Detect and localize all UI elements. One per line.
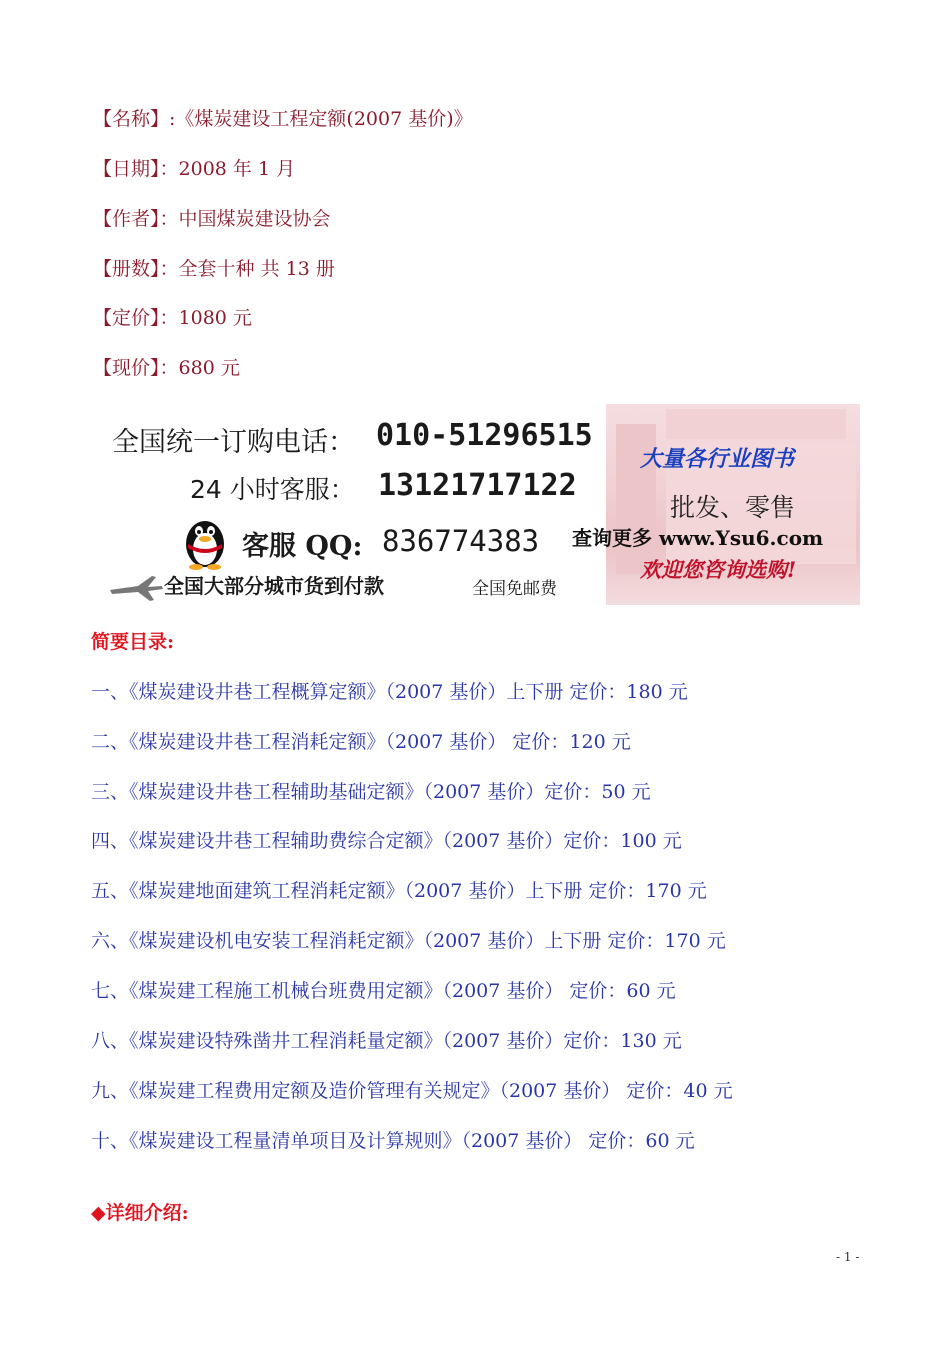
- meta-sep: ：: [159, 357, 179, 379]
- meta-sep: :: [169, 108, 176, 130]
- toc-item: 五、《煤炭建地面建筑工程消耗定额》（2007 基价）上下册 定价：170 元: [91, 880, 707, 902]
- meta-value: 2008 年 1 月: [178, 158, 296, 180]
- meta-label: 【名称】: [93, 108, 170, 130]
- cash-on-delivery: 全国大部分城市货到付款: [164, 574, 384, 598]
- toc-item: 八、《煤炭建设特殊凿井工程消耗量定额》（2007 基价）定价：130 元: [91, 1030, 682, 1052]
- service-label: 24 小时客服：: [190, 475, 355, 504]
- toc-item: 六、《煤炭建设机电安装工程消耗定额》（2007 基价）上下册 定价：170 元: [91, 930, 726, 952]
- toc-item: 三、《煤炭建设井巷工程辅助基础定额》（2007 基价）定价：50 元: [91, 781, 651, 803]
- service-number: 13121717122: [378, 468, 577, 503]
- meta-value: 《煤炭建设工程定额(2007 基价)》: [175, 108, 473, 130]
- qq-label: 客服 QQ:: [242, 531, 363, 562]
- meta-sep: ：: [159, 158, 179, 180]
- more-website[interactable]: 查询更多 www.Ysu6.com: [572, 526, 824, 550]
- meta-name: [93, 104, 473, 131]
- meta-author: [93, 204, 331, 231]
- meta-value: 中国煤炭建设协会: [178, 208, 331, 230]
- toc-item: 十、《煤炭建设工程量清单项目及计算规则》（2007 基价） 定价：60 元: [91, 1130, 695, 1152]
- meta-sep: ：: [159, 258, 179, 280]
- meta-value: 1080 元: [178, 307, 252, 329]
- meta-date: [93, 154, 295, 181]
- toc-item: 四、《煤炭建设井巷工程辅助费综合定额》（2007 基价）定价：100 元: [91, 830, 682, 852]
- toc-title: 简要目录:: [91, 631, 175, 653]
- meta-label: 【作者】: [93, 208, 160, 230]
- page-number: - 1 -: [836, 1250, 860, 1264]
- detail-title: ◆详细介绍:: [91, 1202, 189, 1224]
- airplane-icon: [108, 572, 164, 602]
- meta-label: 【日期】: [93, 158, 160, 180]
- toc-item: 七、《煤炭建工程施工机械台班费用定额》（2007 基价） 定价：60 元: [91, 980, 676, 1002]
- toc-item: 二、《煤炭建设井巷工程消耗定额》（2007 基价） 定价：120 元: [91, 731, 631, 753]
- meta-sep: ：: [159, 307, 179, 329]
- free-shipping: 全国免邮费: [472, 579, 557, 599]
- promo-banner: [108, 404, 860, 605]
- meta-current-price: [93, 353, 240, 380]
- meta-volumes: [93, 254, 335, 281]
- meta-value: 680 元: [178, 357, 240, 379]
- order-phone-label: 全国统一订购电话：: [112, 427, 355, 458]
- meta-label: 【定价】: [93, 307, 160, 329]
- welcome-text: 欢迎您咨询选购!: [640, 557, 797, 582]
- order-phone-number: 010-51296515: [376, 418, 593, 453]
- toc-item: 一、《煤炭建设井巷工程概算定额》（2007 基价）上下册 定价：180 元: [91, 681, 688, 703]
- meta-value: 全套十种 共 13 册: [178, 258, 335, 280]
- wholesale-retail: 批发、零售: [670, 493, 796, 522]
- bulk-books: 大量各行业图书: [640, 446, 795, 472]
- meta-sep: ：: [159, 208, 179, 230]
- meta-label: 【册数】: [93, 258, 160, 280]
- qq-penguin-icon: [180, 514, 230, 570]
- toc-item: 九、《煤炭建工程费用定额及造价管理有关规定》（2007 基价） 定价：40 元: [91, 1080, 733, 1102]
- meta-label: 【现价】: [93, 357, 160, 379]
- meta-list-price: [93, 303, 252, 330]
- qq-number: 836774383: [382, 524, 540, 558]
